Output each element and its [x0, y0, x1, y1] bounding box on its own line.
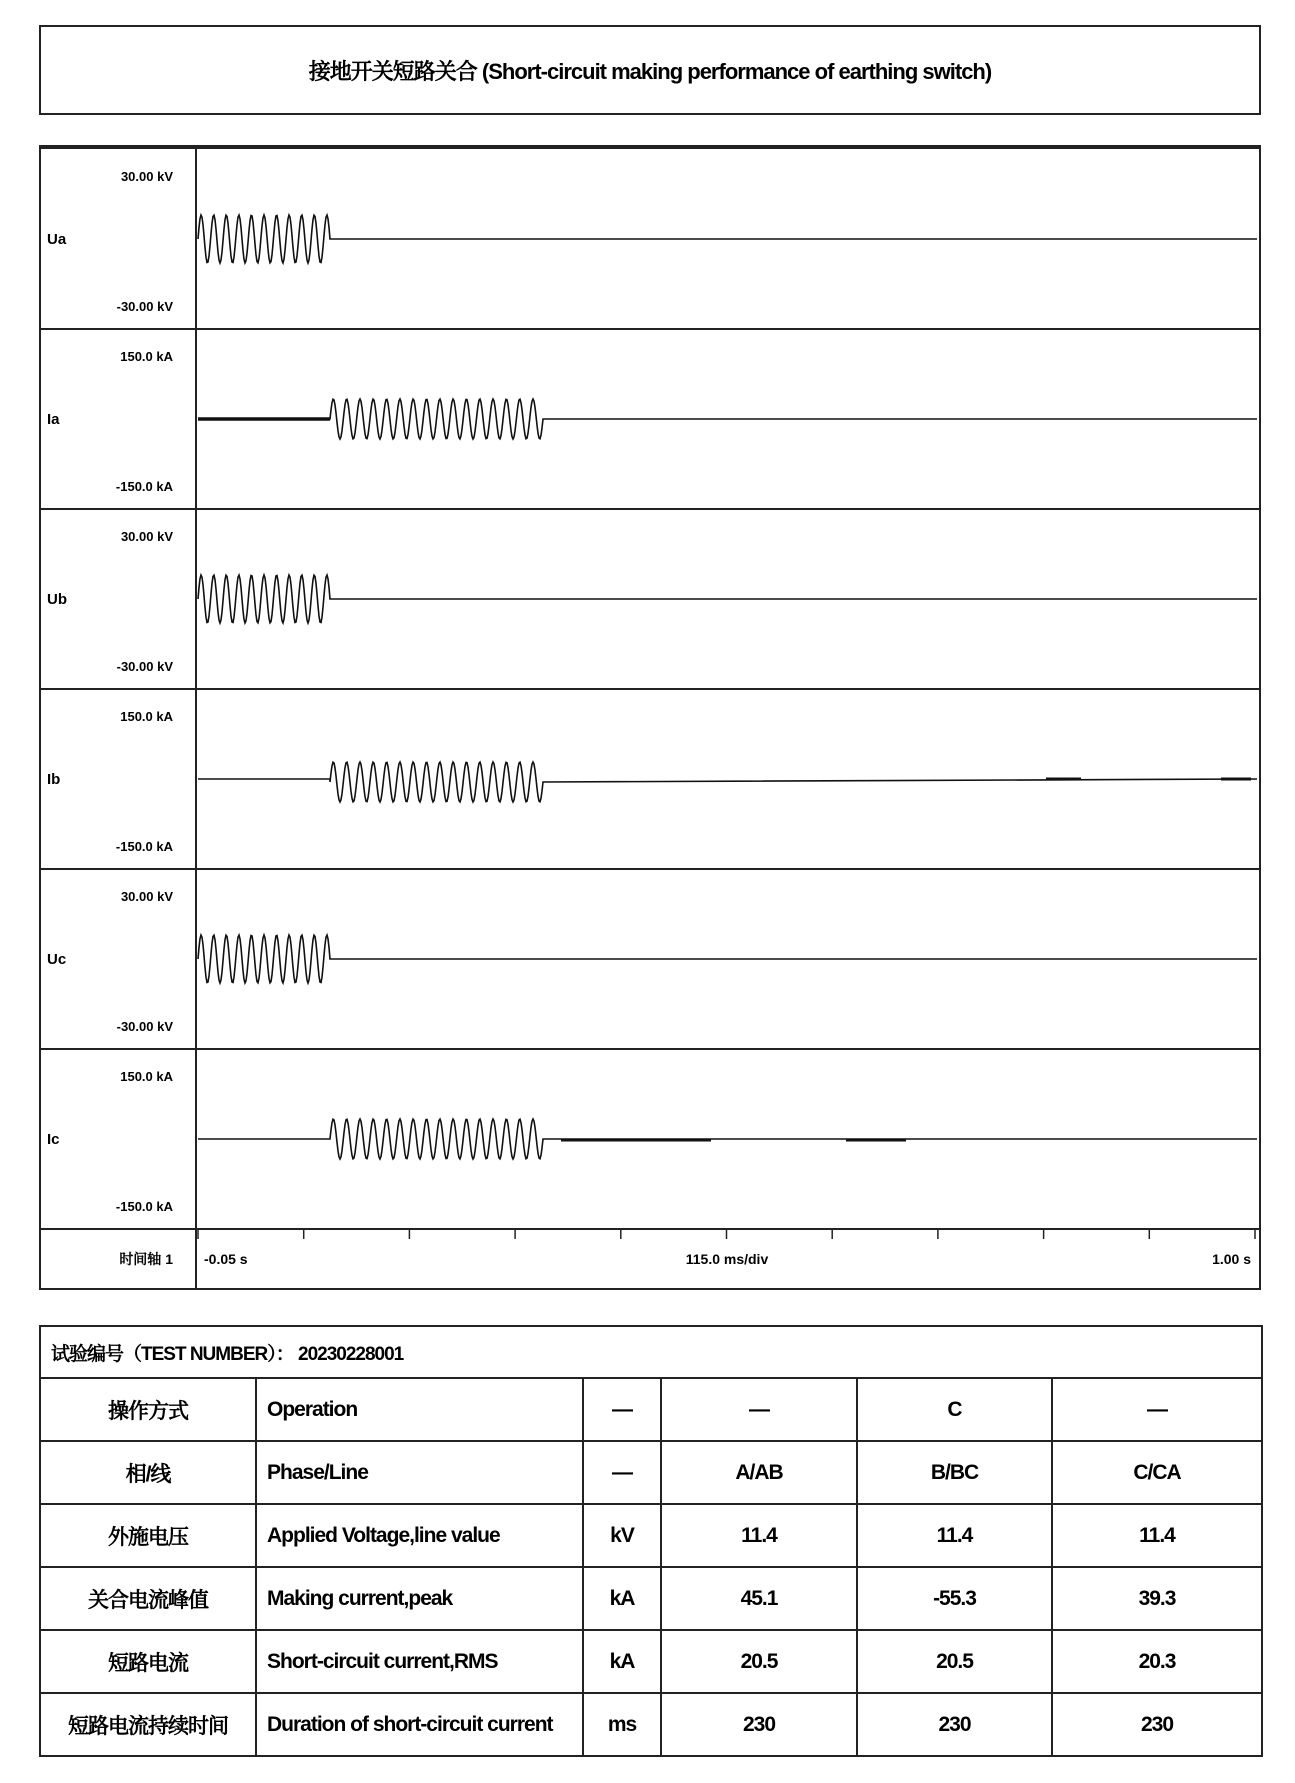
row-label-en: Duration of short-circuit current	[256, 1693, 583, 1756]
row-value: C	[857, 1378, 1052, 1441]
row-value: 20.3	[1052, 1630, 1262, 1693]
row-value: B/BC	[857, 1441, 1052, 1504]
row-value: 20.5	[857, 1630, 1052, 1693]
table-row	[40, 1567, 1262, 1630]
row-unit: kV	[583, 1504, 661, 1567]
row-unit: ms	[583, 1693, 661, 1756]
channel-max-label: 150.0 kA	[120, 1069, 173, 1084]
channel-name-label: Ic	[47, 1131, 60, 1148]
row-value: -55.3	[857, 1567, 1052, 1630]
row-label-cn: 相/线	[40, 1441, 256, 1504]
row-label-cn: 操作方式	[40, 1378, 256, 1441]
row-label-en: Applied Voltage,line value	[256, 1504, 583, 1567]
channel-trace	[198, 215, 1257, 263]
channel-max-label: 30.00 kV	[120, 889, 173, 904]
channel-max-label: 30.00 kV	[120, 529, 173, 544]
row-label-cn: 关合电流峰值	[40, 1567, 256, 1630]
row-label-en: Making current,peak	[256, 1567, 583, 1630]
channel-name-label: Ub	[47, 591, 67, 608]
row-value: 230	[857, 1693, 1052, 1756]
test-number-row	[40, 1326, 1262, 1378]
test-number-value: 20230228001	[298, 1343, 404, 1365]
row-value: —	[1052, 1378, 1262, 1441]
row-label-cn: 短路电流持续时间	[40, 1693, 256, 1756]
channel-name-label: Ib	[47, 771, 61, 788]
row-unit: —	[583, 1441, 661, 1504]
row-unit: kA	[583, 1567, 661, 1630]
oscillogram	[39, 145, 1261, 1290]
row-label-cn: 短路电流	[40, 1630, 256, 1693]
row-label-en: Short-circuit current,RMS	[256, 1630, 583, 1693]
channel-trace	[198, 575, 1257, 623]
time-axis-label: 时间轴 1	[119, 1251, 173, 1267]
channel-trace	[198, 1119, 1257, 1159]
row-value: 230	[1052, 1693, 1262, 1756]
channel-min-label: -30.00 kV	[116, 299, 173, 314]
channel-max-label: 150.0 kA	[120, 709, 173, 724]
row-label-cn: 外施电压	[40, 1504, 256, 1567]
test-number-cell	[40, 1326, 1262, 1378]
row-value: 11.4	[661, 1504, 857, 1567]
channel-min-label: -150.0 kA	[115, 839, 173, 854]
channel-max-label: 150.0 kA	[120, 349, 173, 364]
row-value: 39.3	[1052, 1567, 1262, 1630]
row-value: 20.5	[661, 1630, 857, 1693]
channel-name-label: Ia	[47, 411, 60, 428]
channel-min-label: -150.0 kA	[115, 479, 173, 494]
time-axis-division: 115.0 ms/div	[685, 1251, 769, 1267]
row-unit: —	[583, 1378, 661, 1441]
time-axis-start: -0.05 s	[204, 1251, 248, 1267]
test-number-label: 试验编号（TEST NUMBER）：	[51, 1343, 294, 1365]
results-table	[39, 1325, 1263, 1757]
channel-min-label: -30.00 kV	[116, 659, 173, 674]
row-value: 230	[661, 1693, 857, 1756]
channel-min-label: -150.0 kA	[115, 1199, 173, 1214]
row-label-en: Phase/Line	[256, 1441, 583, 1504]
channel-max-label: 30.00 kV	[120, 169, 173, 184]
oscillogram-svg	[41, 149, 1259, 1288]
table-row	[40, 1630, 1262, 1693]
channel-name-label: Uc	[47, 951, 67, 968]
channel-trace	[198, 399, 1257, 439]
report-title: 接地开关短路关合 (Short-circuit making performance of earthing switch)	[39, 25, 1261, 115]
row-label-en: Operation	[256, 1378, 583, 1441]
row-value: 11.4	[857, 1504, 1052, 1567]
channel-trace	[198, 935, 1257, 983]
table-row	[40, 1504, 1262, 1567]
row-value: 45.1	[661, 1567, 857, 1630]
channel-trace	[198, 762, 1257, 802]
row-unit: kA	[583, 1630, 661, 1693]
row-value: A/AB	[661, 1441, 857, 1504]
table-row	[40, 1441, 1262, 1504]
row-value: —	[661, 1378, 857, 1441]
channel-min-label: -30.00 kV	[116, 1019, 173, 1034]
table-row	[40, 1378, 1262, 1441]
table-row	[40, 1693, 1262, 1756]
row-value: C/CA	[1052, 1441, 1262, 1504]
time-axis-end: 1.00 s	[1212, 1251, 1251, 1267]
channel-name-label: Ua	[47, 231, 67, 248]
row-value: 11.4	[1052, 1504, 1262, 1567]
